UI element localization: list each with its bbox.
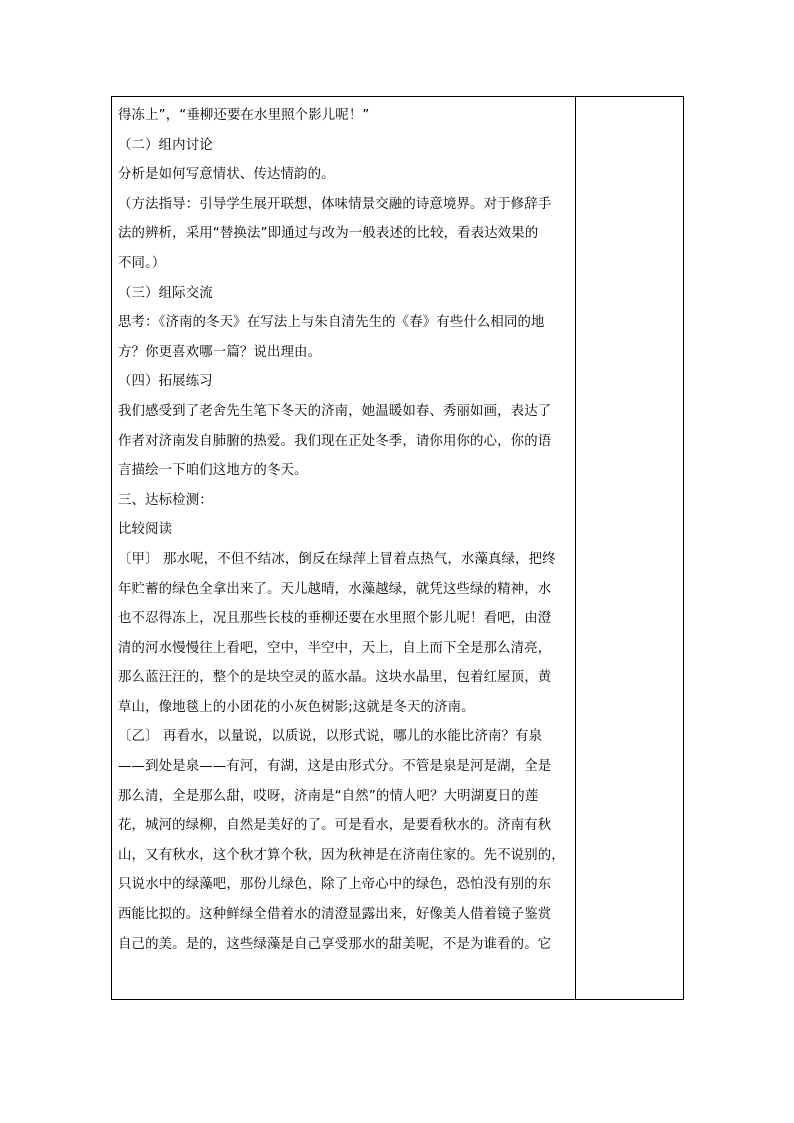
text-line: 比较阅读 (118, 522, 173, 538)
text-line: 分析是如何写意情状、传达情韵的。 (118, 167, 335, 183)
text-line: （方法指导：引导学生展开联想，体味情景交融的诗意境界。对于修辞手 (118, 196, 552, 212)
text-line: 自己的美。是的，这些绿藻是自己享受那水的甜美呢，不是为谁看的。它 (118, 936, 552, 952)
text-line: 西能比拟的。这种鲜绿全借着水的清澄显露出来，好像美人借着镜子鉴赏 (118, 907, 552, 923)
text-line: 清的河水慢慢往上看吧，空中，半空中，天上，自上而下全是那么清亮， (118, 640, 552, 656)
text-line: 思考：《济南的冬天》在写法上与朱自清先生的《春》有些什么相同的地 (118, 315, 545, 331)
text-line: 年贮蓄的绿色全拿出来了。天儿越晴，水藻越绿，就凭这些绿的精神，水 (118, 581, 552, 597)
text-line: 草山，像地毯上的小团花的小灰色树影;这就是冬天的济南。 (118, 699, 475, 715)
text-line: 〔甲〕 那水呢，不但不结冰，倒反在绿萍上冒着点热气，水藻真绿，把终 (118, 551, 556, 567)
document-table (111, 96, 684, 1000)
text-line: 只说水中的绿藻吧，那份儿绿色，除了上帝心中的绿色，恐怕没有别的东 (118, 877, 552, 893)
text-line: 言描绘一下咱们这地方的冬天。 (118, 463, 308, 479)
text-line: （三）组际交流 (118, 285, 213, 301)
text-line: 那么蓝汪汪的，整个的是块空灵的蓝水晶。这块水晶里，包着红屋顶，黄 (118, 670, 552, 686)
text-line: 也不忍得冻上，况且那些长枝的垂柳还要在水里照个影儿呢！看吧，由澄 (118, 611, 552, 627)
text-line: （四）拓展练习 (118, 374, 213, 390)
side-notes-cell (576, 97, 683, 999)
text-line: 不同。） (118, 255, 166, 271)
text-line: 得冻上”，“垂柳还要在水里照个影儿呢！” (118, 108, 370, 123)
text-line: 那么清，全是那么甜，哎呀，济南是“自然”的情人吧？大明湖夏日的莲 (118, 788, 539, 804)
text-line: （二）组内讨论 (118, 137, 213, 153)
text-line: ——到处是泉——有河，有湖，这是由形式分。不管是泉是河是湖，全是 (118, 759, 552, 775)
text-line: 作者对济南发自肺腑的热爱。我们现在正处冬季，请你用你的心，你的语 (118, 433, 552, 449)
text-line: 我们感受到了老舍先生笔下冬天的济南，她温暖如春、秀丽如画，表达了 (118, 403, 552, 419)
main-content-cell (112, 97, 576, 999)
text-line: 花，城河的绿柳，自然是美好的了。可是看水，是要看秋水的。济南有秋 (118, 818, 552, 834)
text-line: 三、达标检测： (118, 492, 213, 508)
text-line: 〔乙〕 再看水，以量说，以质说，以形式说，哪儿的水能比济南？有泉 (118, 729, 543, 745)
text-line: 方？你更喜欢哪一篇？说出理由。 (118, 344, 322, 360)
text-line: 山，又有秋水，这个秋才算个秋，因为秋神是在济南住家的。先不说别的， (118, 847, 565, 863)
text-line: 法的辨析，采用“替换法”即通过与改为一般表述的比较，看表达效果的 (118, 226, 539, 242)
